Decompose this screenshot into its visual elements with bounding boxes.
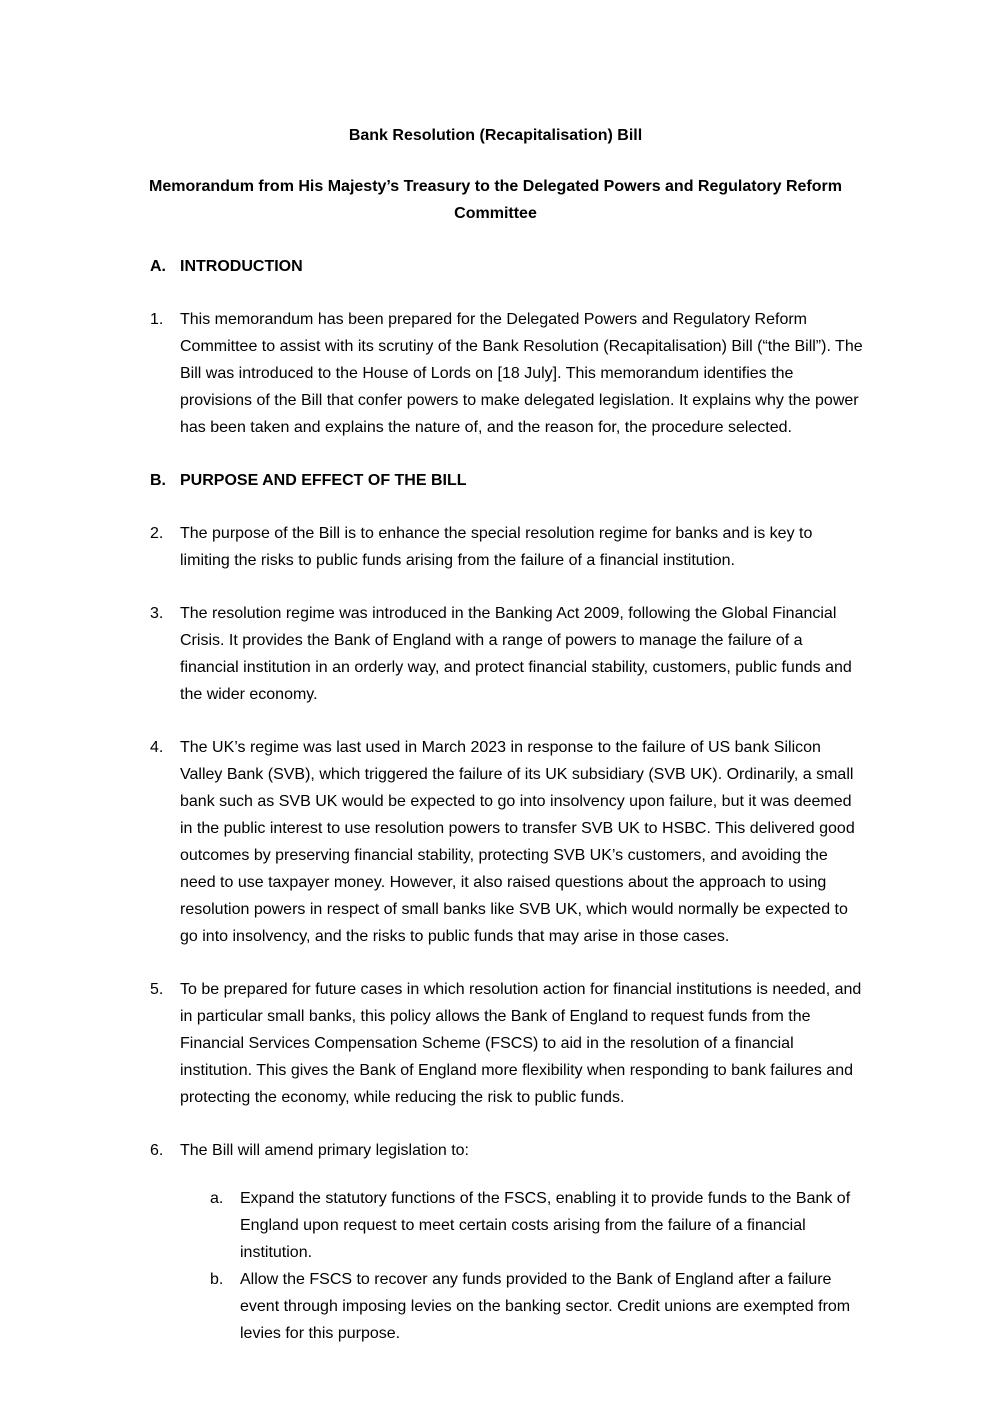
subitem-a: [210, 1185, 863, 1266]
subitem-text: Allow the FSCS to recover any funds provided to the Bank of England after a failure event through imposing levies on the banking sector. Credit unions are exempted from levies for this purpose.: [240, 1271, 851, 1342]
paragraph-text: This memorandum has been prepared for the Delegated Powers and Regulatory Reform Committee to assist with its scrutiny of the Bank Resolution (Recapitalisation) Bill (“the Bill”). The Bill was introduced to the House of Lords on [18 July]. This memorandum identifies the provisions of the Bill that confer powers to make delegated legislation. It explains why the power has been taken and explains the nature of, and the reason for, the procedure selected.: [180, 311, 863, 436]
paragraph-5: [150, 976, 863, 1111]
paragraph-text: The Bill will amend primary legislation to:: [180, 1142, 469, 1159]
paragraph-text: To be prepared for future cases in which resolution action for financial institutions is needed, and in particular small banks, this policy allows the Bank of England to request funds from the Financial Services Compensation Scheme (FSCS) to aid in the resolution of a financial institution. This gives the Bank of England more flexibility when responding to bank failures and protecting the economy, while reducing the risk to public funds.: [180, 981, 862, 1106]
paragraph-text: The resolution regime was introduced in the Banking Act 2009, following the Global Financial Crisis. It provides the Bank of England with a range of powers to manage the failure of a financial institution in an orderly way, and protect financial stability, customers, public funds and the wider economy.: [180, 605, 852, 703]
section-label: B.: [150, 472, 166, 489]
subitem-b: [210, 1266, 863, 1347]
paragraph-6: [150, 1137, 863, 1164]
paragraph-number: 5.: [150, 981, 164, 998]
document-title: Bank Resolution (Recapitalisation) Bill: [348, 127, 643, 144]
section-label: A.: [150, 258, 166, 275]
section-heading-introduction: [150, 253, 863, 280]
paragraph-3: [150, 600, 863, 708]
paragraph-text: The purpose of the Bill is to enhance the special resolution regime for banks and is key to limiting the risks to public funds arising from the failure of a financial institution.: [180, 525, 813, 569]
subitem-letter: b.: [210, 1271, 224, 1288]
document-subtitle: Memorandum from His Majesty’s Treasury to the Delegated Powers and Regulatory Reform Committee: [149, 178, 842, 222]
paragraph-number: 3.: [150, 605, 164, 622]
paragraph-number: 2.: [150, 525, 164, 542]
paragraph-1: [150, 306, 863, 441]
paragraph-2: [150, 520, 863, 574]
subitem-text: Expand the statutory functions of the FSCS, enabling it to provide funds to the Bank of England upon request to meet certain costs arising from the failure of a financial institution.: [240, 1190, 851, 1261]
paragraph-4: [150, 734, 863, 950]
paragraph-number: 4.: [150, 739, 164, 756]
section-title: PURPOSE AND EFFECT OF THE BILL: [180, 472, 467, 489]
section-title: INTRODUCTION: [180, 258, 303, 275]
paragraph-text: The UK’s regime was last used in March 2023 in response to the failure of US bank Silicon Valley Bank (SVB), which triggered the failure of its UK subsidiary (SVB UK). Ordinarily, a small bank such as SVB UK would be expected to go into insolvency upon failure, but it was deemed in the public interest to use resolution powers to transfer SVB UK to HSBC. This delivered good outcomes by preserving financial stability, protecting SVB UK’s customers, and avoiding the need to use taxpayer money. However, it also raised questions about the approach to using resolution powers in respect of small banks like SVB UK, which would normally be expected to go into insolvency, and the risks to public funds that may arise in those cases.: [180, 739, 855, 945]
subitem-letter: a.: [210, 1190, 224, 1207]
section-heading-purpose-and-effect: [150, 467, 863, 494]
paragraph-number: 1.: [150, 311, 164, 328]
paragraph-number: 6.: [150, 1142, 164, 1159]
